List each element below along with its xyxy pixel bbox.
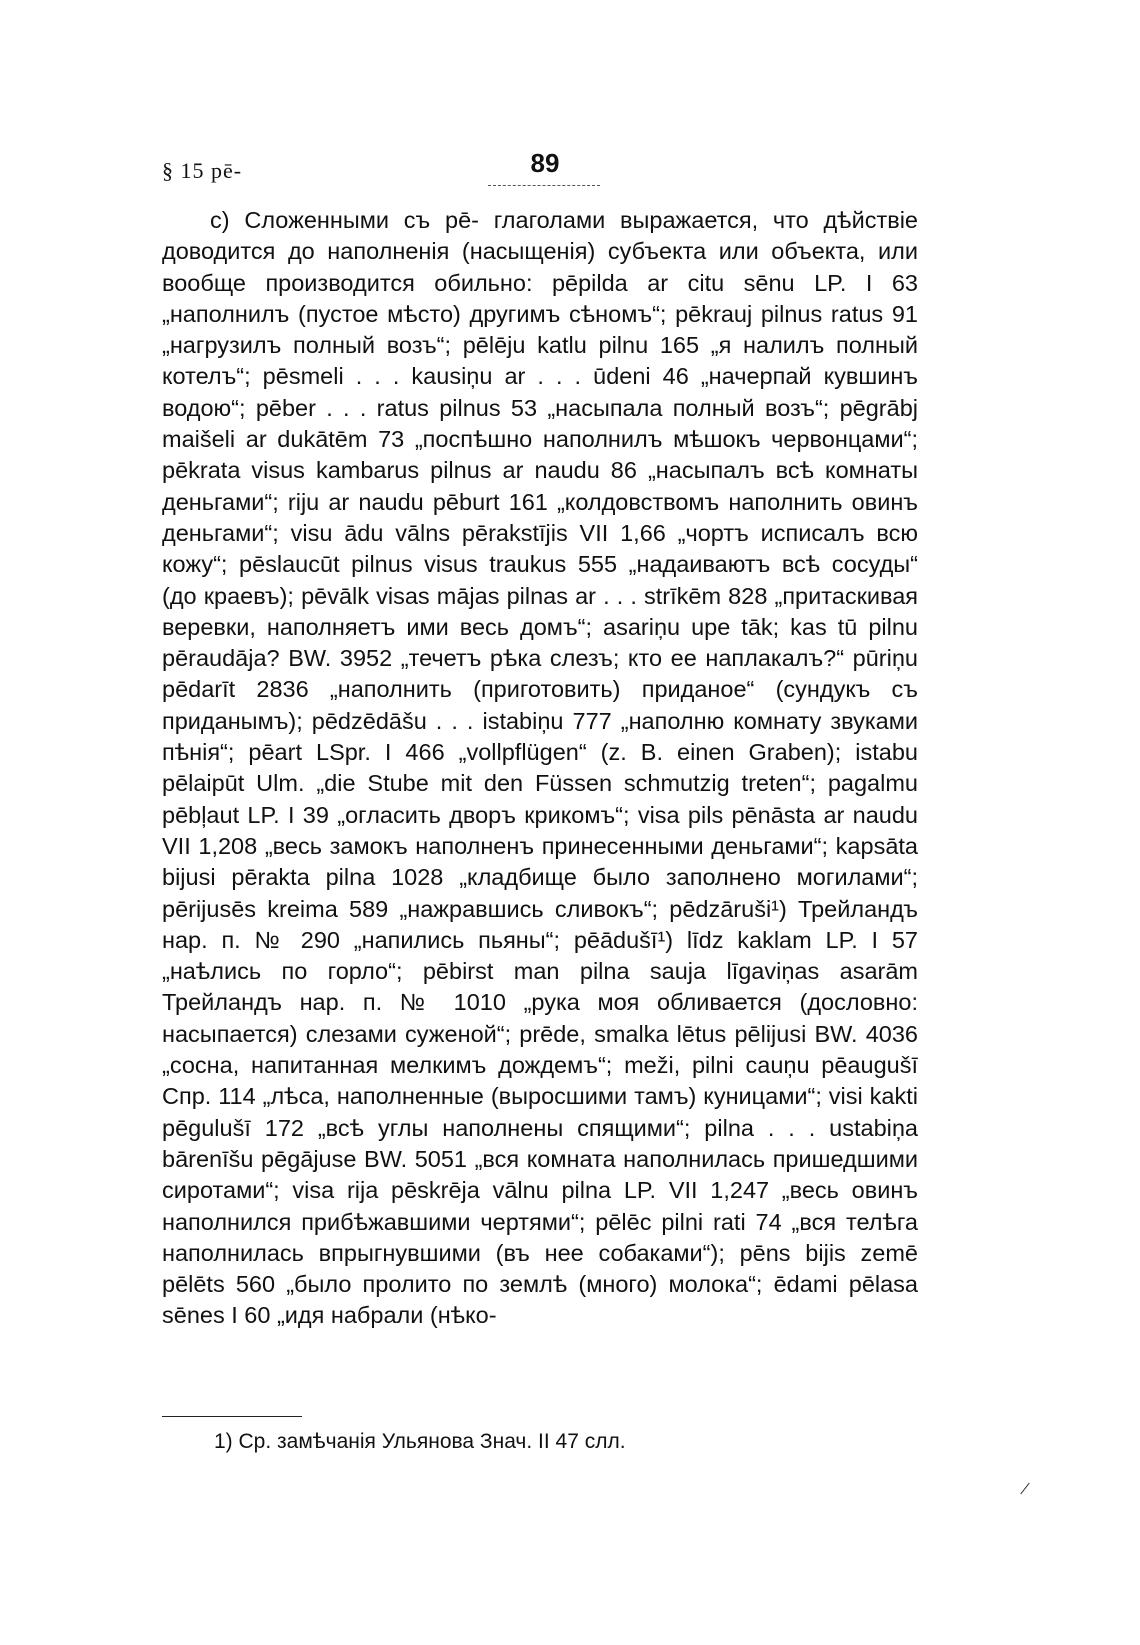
running-header-section: § 15 pē- xyxy=(162,158,243,183)
header-rule xyxy=(488,185,600,186)
main-paragraph: c) Сложенными съ pē- глаголами выражается, что дѣйствіе доводится до наполненія (насыщенія) субъекта или объекта, или вообще производится обильно: pēpilda ar citu sēnu LP. I 63 „наполнилъ (пустое мѣсто) другимъ сѣномъ“; pēkrauj pilnus ratus 91 „нагрузилъ полный возъ“; pēlēju katlu pilnu 165 „я налилъ полный котелъ“; pēsmeli . . . kausiņu ar . . . ūdeni 46 „начерпай кувшинъ водою“; pēber . . . ratus pilnus 53 „насыпала полный возъ“; pēgrābj maišeli ar dukātēm 73 „поспѣшно наполнилъ мѣшокъ червонцами“; pēkrata visus kambarus pilnus ar naudu 86 „насыпалъ всѣ комнаты деньгами“; riju ar naudu pēburt 161 „колдовствомъ наполнить овинъ деньгами“; visu ādu vālns pērakstījis VII 1,66 „чортъ исписалъ всю кожу“; pēslaucūt pilnus visus traukus 555 „надаиваютъ всѣ сосуды“ (до краевъ); pēvālk visas mājas pilnas ar . . . strīkēm 828 „притаскивая веревки, наполняетъ ими весь домъ“; asariņu upe tāk; kas tū pilnu pēraudāja? BW. 3952 „течетъ рѣка слезъ; кто ее наплакалъ?“ pūriņu pēdarīt 2836 „наполнить (приготовить) приданое“ (сундукъ съ приданымъ); pēdzēdāšu . . . istabiņu 777 „наполню комнату звуками пѣнія“; pēart LSpr. I 466 „vollpflügen“ (z. B. einen Graben); istabu pēlaipūt Ulm. „die Stube mit den Füssen schmutzig treten“; pagalmu pēbļaut LP. I 39 „огласить дворъ крикомъ“; visa pils pēnāsta ar naudu VII 1,208 „весь замокъ наполненъ принесенными деньгами“; kapsāta bijusi pērakta pilna 1028 „кладбище было заполнено могилами“; pērijusēs kreima 589 „нажравшись сливокъ“; pēdzāruši¹) Трейландъ нар. п. № 290 „напились пьяны“; pēādušī¹) līdz kaklam LP. I 57 „наѣлись по горло“; pēbirst man pilna sauja līgaviņas asarām Трейландъ нар. п. № 1010 „рука моя обливается (дословно: насыпается) слезами суженой“; prēde, smalka lētus pēlijusi BW. 4036 „сосна, напитанная мелкимъ дождемъ“; meži, pilni cauņu pēaugušī Спр. 114 „лѣса, наполненные (выросшими тамъ) куницами“; visi kakti pēgulušī 172 „всѣ углы наполнены спящими“; pilna . . . ustabiņa bārenīšu pēgājuse BW. 5051 „вся комната наполнилась пришедшими сиротами“; visa rija pēskrēja vālnu pilna LP. VII 1,247 „весь овинъ наполнился прибѣжавшими чертями“; pēlēc pilni rati 74 „вся телѣга наполнилась впрыгнувшими (въ нее собаками“); pēns bijis zemē pēlēts 560 „было пролито по землѣ (много) молока“; ēdami pēlasa sēnes I 60 „идя набрали (нѣко- xyxy=(162,207,918,1329)
footnote: 1) Ср. замѣчанія Ульянова Знач. II 47 слл. xyxy=(214,1430,626,1453)
footnote-divider xyxy=(162,1416,302,1417)
stray-pencil-mark xyxy=(1020,1483,1029,1495)
page-number: 89 xyxy=(530,148,560,178)
